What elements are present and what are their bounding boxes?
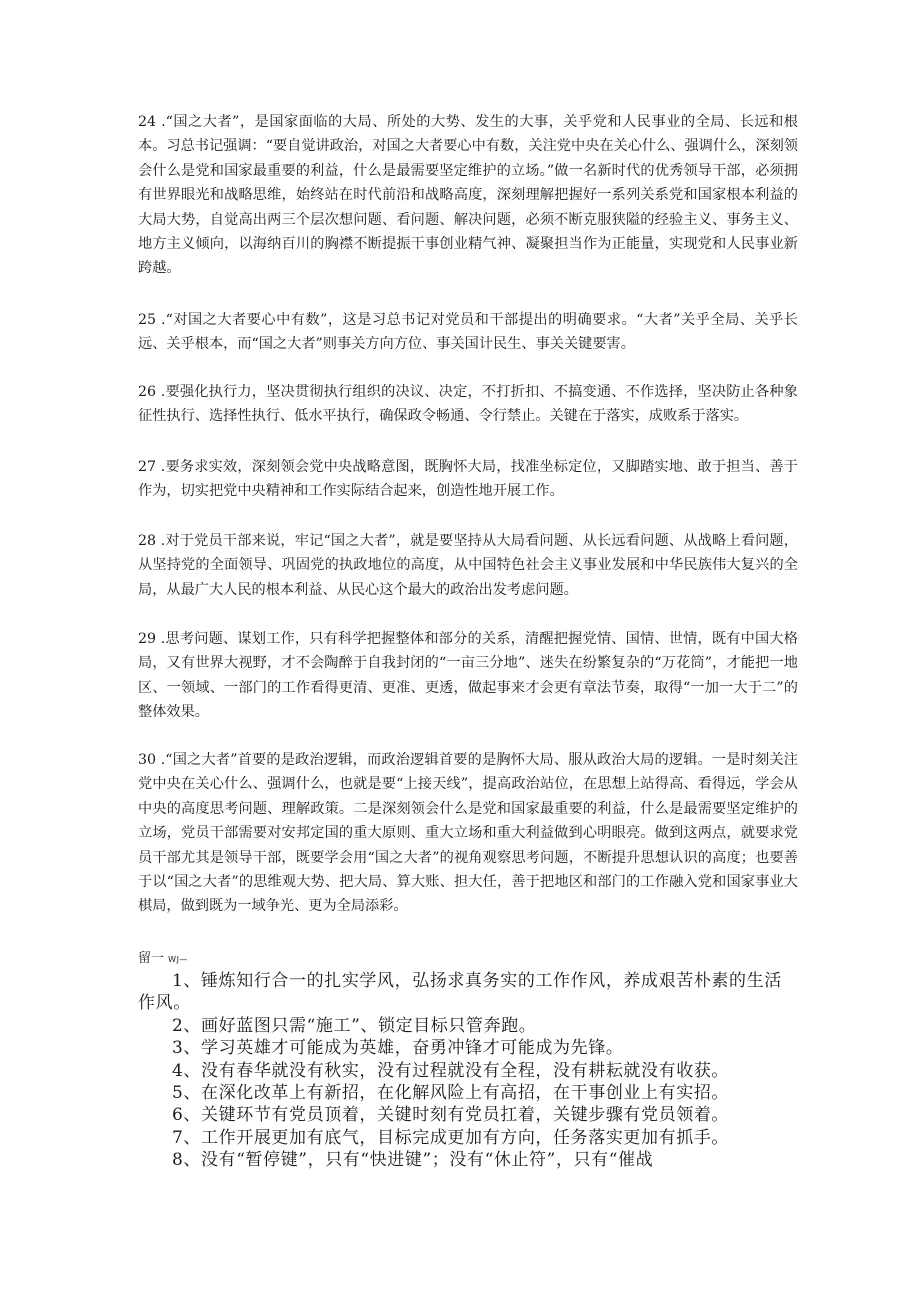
paragraph-30: 30 .“国之大者”首要的是政治逻辑，而政治逻辑首要的是胸怀大局、服从政治大局的逻辑。一是时刻关注党中央在关心什么、强调什么，也就是要“上接天线”，提高政治站位，在思想上站得高、看得远，学会从中央的高度思考问题、理解政策。二是深刻领会什么是党和国家最重要的利益，什么是最需要坚定维护的立场，党员干部需要对安邦定国的重大原则、重大立场和重大利益做到心明眼亮。做到这两点，就要求党员干部尤其是领导干部，既要学会用“国之大者”的视角观察思考问题，不断提升思想认识的高度；也要善于以“国之大者”的思维观大势、把大局、算大账、担大任，善于把地区和部门的工作融入党和国家事业大棋局，做到既为一域争光、更为全局添彩。 — [138, 752, 798, 915]
list-item-8: 8、没有“暂停键”，只有“快进键”；没有“休止符”，只有“催战 — [172, 1150, 654, 1171]
section-heading-main: 留一 — [138, 951, 165, 966]
list-item-7: 7、工作开展更加有底气，目标完成更加有方向，任务落实更加有抓手。 — [172, 1127, 730, 1148]
section-heading-small: WJ— — [168, 955, 188, 964]
list-item-4: 4、没有春华就没有秋实，没有过程就没有全程，没有耕耘就没有收获。 — [172, 1060, 730, 1081]
paragraph-28: 28 .对于党员干部来说，牢记“国之大者”，就是要坚持从大局看问题、从长远看问题、从战略上看问题，从坚持党的全面领导、巩固党的执政地位的高度，从中国特色社会主义事业发展和中华民族伟大复兴的全局，从最广大人民的根本利益、从民心这个最大的政治出发考虑问题。 — [138, 533, 798, 598]
numbered-list — [138, 970, 798, 1172]
paragraph-26: 26 .要强化执行力，坚决贯彻执行组织的决议、决定，不打折扣、不搞变通、不作选择，坚决防止各种象征性执行、选择性执行、低水平执行，确保政令畅通、令行禁止。关键在于落实，成败系于落实。 — [138, 384, 798, 425]
list-item-5: 5、在深化改革上有新招，在化解风险上有高招，在干事创业上有实招。 — [172, 1083, 730, 1104]
paragraph-29: 29 .思考问题、谋划工作，只有科学把握整体和部分的关系，清醒把握党情、国情、世情，既有中国大格局，又有世界大视野，才不会陶醉于自我封闭的“一亩三分地”、迷失在纷繁复杂的“万花筒”，才能把一地区、一领域、一部门的工作看得更清、更准、更透，做起事来才会更有章法节奏，取得“一加一大于二”的整体效果。 — [138, 631, 798, 721]
paragraph-27: 27 .要务求实效，深刻领会党中央战略意图，既胸怀大局，找准坐标定位，又脚踏实地、敢于担当、善于作为，切实把党中央精神和工作实际结合起来，创造性地开展工作。 — [138, 459, 798, 500]
list-item-2: 2、画好蓝图只需“施工”、锁定目标只管奔跑。 — [172, 1015, 537, 1036]
list-item-3: 3、学习英雄才可能成为英雄，奋勇冲锋才可能成为先锋。 — [172, 1038, 624, 1059]
paragraph-24: 24 .“国之大者”，是国家面临的大局、所处的大势、发生的大事，关乎党和人民事业的全局、长远和根本。习总书记强调：“要自觉讲政治，对国之大者要心中有数，关注党中央在关心什么、强调什么，深刻领会什么是党和国家最重要的利益，什么是最需要坚定维护的立场。”做一名新时代的优秀领导干部，必须拥有世界眼光和战略思维，始终站在时代前沿和战略高度，深刻理解把握好一系列关系党和国家根本利益的大局大势，自觉高出两三个层次想问题、看问题、解决问题，必须不断克服狭隘的经验主义、事务主义、地方主义倾向，以海纳百川的胸襟不断提振干事创业精气神、凝聚担当作为正能量，实现党和人民事业新跨越。 — [138, 114, 798, 277]
section-heading — [138, 950, 188, 969]
list-item-1: 1、锤炼知行合一的扎实学风，弘扬求真务实的工作作风，养成艰苦朴素的生活作风。 — [138, 971, 782, 1014]
paragraph-25: 25 .“对国之大者要心中有数”，这是习总书记对党员和干部提出的明确要求。“大者”关乎全局、关乎长远、关乎根本，而“国之大者”则事关方向方位、事关国计民生、事关关键要害。 — [138, 312, 798, 353]
list-item-6: 6、关键环节有党员顶着，关键时刻有党员扛着，关键步骤有党员领着。 — [172, 1105, 730, 1126]
